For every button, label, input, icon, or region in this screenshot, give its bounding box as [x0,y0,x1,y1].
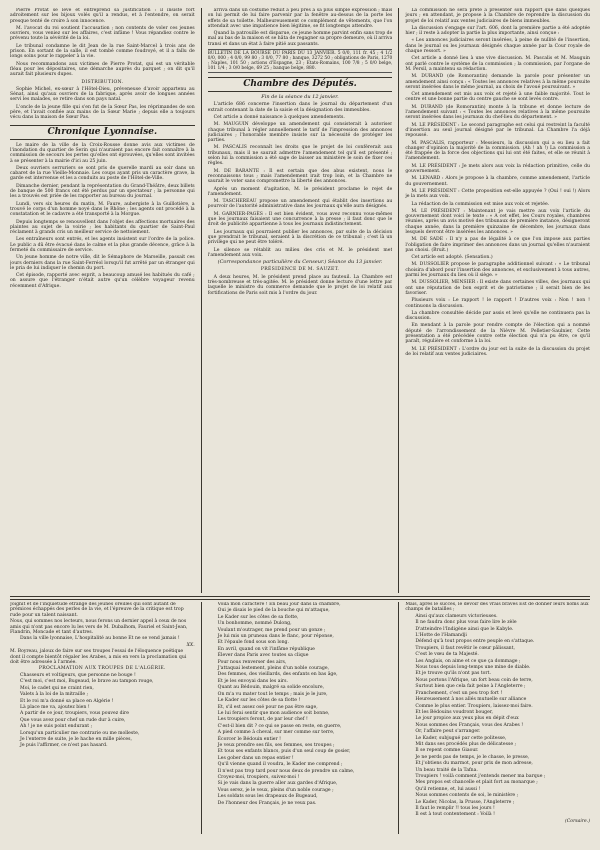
paragraph: Mais, après le succès, le devoir des vrais braves Est de donner leurs noms aux champs de batailles ; [405,602,589,613]
verse-line: L'Hotte de l'Hamandji [415,633,467,639]
verse-line: Troupiers, il faut revêtir le cœur pâlissant, [415,645,515,651]
verse-line: Le Kader sur les côtes de sa flotte ! [217,698,301,704]
paragraph: M. LE PRÉSIDENT : L'ordre du jour est la suite de la discussion du projet de loi relatif aux ventes judiciaires. [405,346,591,357]
paragraph: Nous, qui sommes nos lecteurs, nous ferons un dernier appel à ceux de nos amis qui n'ont pas encore lu les vers de M. Dubalhom, Fauriel et Saint-Jean, Flandrin, Moncade et tant d'autres. [10,619,188,636]
paragraph: Cet article a donné lieu à une vive discussion. M. Pascalis et M. Mauguin ont parlé contre le système de la commission ; la commission, par l'organe de M. Persil, a maintenu sa rédaction. [405,56,591,72]
paragraph: M. LENARD : Alors je propose à la chambre, comme amendement, l'article du gouvernement. [405,176,591,187]
verse-line: Ah ! je ne suis point endurant ; [20,724,93,730]
paragraph: Dimanche dernier, pendant la représentation du Grand-Théâtre, deux billets de banque de 500 francs ont été perdus par un spectateur ; la personne qui les a trouvés est priée de les rapporter au bureau du journal. [10,183,195,200]
verse-line: Oui je disais le pied de la bouche qui m'attaque, [217,608,330,614]
section-heading: DISTRIBUTION. [81,79,124,85]
column-1 [10,8,195,593]
verse-line: Nous sommes contents de soi, le ministère ; [415,793,519,799]
verse-line: Le Kader sur les côtes de sa flotte, [217,614,299,620]
paragraph: Joignit et de l'inquiétude étrange des jeunes oreilles qui sont autant de prémices échappés des perles de la vie, et l'épreuve de la critique est trop rude pour un talent naissant. [10,602,184,618]
verse-line: Je l'enterre de suite, je le hache en mille pièces, [20,736,132,742]
verse-line: Pour nous renverser des airs, [217,659,287,665]
paragraph: M. DE BARANTE : Il est certain que des abus existent, nous le reconnaissons tous ; mais l'amendement irait trop loin, et la Chambre ne saurait le voter sans compromettre la liberté des annonces. [207,168,393,185]
paragraph: A deux heures, M. le président prend place au fauteuil. La Chambre est très-nombreuse et très-agitée. M. le président donne lecture d'une lettre par laquelle le ministre du commerce demande que le projet de loi relatif aux fortifications de Paris soit mis à l'ordre du jour. [207,274,393,296]
verse-line: A partir de ce jour, troupiers, vous pouvez dire [20,711,129,717]
verse-line: De l'honneur des Français, je ne veux pas. [217,800,317,806]
verse-line: Il se repent comme Giaour. [415,748,479,754]
paragraph: Le silence se rétablit au milieu des cris et M. le président met l'amendement aux voix. [207,247,393,258]
verse-line: Et l'épaule fond sous son long. [217,640,289,646]
paragraph: M. LE PRÉSIDENT : Maintenant je vais mettre aux voix l'article du gouvernement dont voici le texte : « A cet effet, les Cours royales, chambres réunies, après un avis motivé des tribunaux de première instance, désigneront chaque année, dans la première quinzaine de décembre, les journaux dans lesquels devront être insérées les annonces. » [405,208,591,235]
verse-line: Valets à la loi de la mitraille ; [20,692,89,698]
verse-line: Franchement, c'est un peu trop fort ! [415,690,503,696]
verse-line: D'atteindre l'Indigène ainsi que le Kabyle. [415,626,514,632]
verse-line: Je veux prendre ses fils, ses femmes, ses troupes ; [217,742,335,748]
verse-line: Mes propos est chancelle et plait fort au monarque ; [415,780,538,786]
column-rule [398,602,399,834]
feuilleton-column-1 [10,602,195,834]
paragraph: arriva dans un costume réduit à peu près à sa plus simple expression ; mais on lui permit de lui faire parvenir par la fenêtre au-dessus de la porte les effets de sa toilette. Malheureusement ce complément de vêtements, que l'on attendait avec une impatience bien légitime, se fit longtemps attendre. [207,8,393,29]
correspondence-subheading: (Correspondance particulière du Censeur.) Séance du 13 janvier. [217,259,383,266]
verse-line: C'est le vœu de ta Majesté. [415,652,479,658]
verse-line: Heureusement à nos allés mutuelle sur alliance [415,697,527,703]
verse-line: Et le roi m'a donné sa place en Algérie ! [20,698,114,704]
paragraph: Cet épisode, rapporté avec esprit, a beaucoup amusé les habitués du café ; on assure que l'étranger n'était autre qu'un célèbre voyageur revenu récemment d'Afrique. [10,273,195,289]
paragraph: Après un moment d'agitation, M. le président proclame le rejet de l'amendement. [207,186,393,197]
paragraph: L'article 686 concerne l'insertion dans le journal du département d'un extrait contenant la date de la saisie et la désignation des immeubles. [207,102,393,113]
verse-line: C'est moi, c'est moi, Bugeaud, le brave au tampon rouge, [20,679,154,685]
verse-line: Et, s'il est assez osé pour ne pas être sage, [217,704,318,710]
paragraph: Cet amendement est mis aux voix et rejeté à une faible majorité. Tout le centre et une bonne partie du centre gauche se sont levés contre. [405,92,591,103]
verse-line: Et je les envoyai dans les airs. [217,678,288,684]
verse-line: Nous portons l'Afrique, un fort beau coin de terre, [415,677,533,683]
paragraph: La chambre consultée décide par assis et levé qu'elle ne continuera pas la discussion. [405,310,591,322]
column-rule [398,8,399,593]
paragraph: La rédaction de la commission est mise aux voix et rejetée. [411,201,550,207]
verse-line: Voilà mon caractère ! En beau jour dans la chambre, [217,602,341,607]
verse-line: Les gober dans un repas entier ! [217,755,294,761]
paragraph: M. TASCHEREAU propose un amendement qui établit des insertions au pourvoir de l'autorité administrative dans les journaux qu'elle aura désignés. [207,199,393,210]
chronicle-heading: Chronique Lyonnaise. [10,125,195,140]
paragraph: M. LE PRÉSIDENT : Cette proposition est-elle appuyée ? (Oui ! oui !) Alors je la mets aux voix. [405,188,591,200]
verse: Dans la ville lyonnaise, L'hospitalité au bonne Et ne se vend jamais ! [20,636,180,642]
feuilleton-column-2 [208,602,393,834]
verse-line: Le Kader, Nicolas, la Prusse, l'Angleterre ; [415,799,515,805]
stock-bulletin: BULLETIN DE LA BOURSE DU PARIS DU 13 JANVIER. 5 0/0, 111 fr. 45 ; 4 1/2 0/0, 000 ; 4 0/0, 99 80 ; 3 0/0, 77 80 ; banque, 3272 50 ; obligations de Paris, 1270 ; Naples, 101 50 ; actions d'Espagne, 23 ; Etats-Romains, 100 7/8 ; 5 0/0 belge, 101 1/4 ; 3 0/0 belge, 69 25 ; banque belge, 880. [207,51,393,72]
verse-line: Défend qu'à tout propos entre peuple en s'attaque. [415,639,535,645]
feuilleton-section [10,602,590,834]
verse-line: C'est-il bien dit ? ce qui se passe en reste, en guerre, [217,723,342,729]
verse-line: Les troupiers feront, de par leur chef ! [217,717,308,723]
verse-line: Mit dans ses procédés plus de délicatesse ; [415,741,517,747]
verse-line: Moi, le cadet qui ne craint rien, [20,685,94,691]
verse-line: Le jour propice aux yeux plus en dépit d'eux [415,716,519,722]
verse-line: Je puis l'affirmer, ce n'est pas hasard. [20,743,108,749]
verse-line: Qu'il retienne, et, lui aussi ! [415,786,481,792]
verse-line: Troupiers ! voilà comment j'entends mener ma barque ; [415,773,546,779]
paragraph: Le maire de la ville de la Croix-Rousse donne avis aux victimes de l'inondation du quartier de Serin qui n'auraient pas encore fait connaître à la commission de secours les pertes qu'elles ont éprouvées, qu'elles sont invitées à se présenter à la mairie d'ici au 25 juin. [10,142,195,164]
paragraph: Cet article a donné naissance à quelques amendements. [213,114,345,120]
column-3 [405,8,590,593]
paragraph: La commission ne sera prête à présenter son rapport que dans quelques jours ; en attendant, je propose à la Chambre de reprendre la discussion du projet de loi relatif aux ventes judiciaires de biens immeubles. [405,8,591,24]
verse-line: Il ne faudra donc plus vous faire lire le zèle [415,620,517,626]
paragraph: L'oncle de la jeune fille qui s'en fut de la Sœur Pas, les réprimandes de son père, et l'avait confiée aux mains de la Sœur Marie ; depuis elle a toujours vécu dans la maison de Sœur Pas. [10,104,195,121]
paragraph: Les journaux qui pourraient publier les annonces, par suite de la décision que prendrait le tribunal, seraient à la discrétion de ce tribunal ; c'est là un privilège qui ne peut être toléré. [207,229,393,246]
verse-line: Croyez-moi, troupiers, suivez-moi ! [217,774,300,780]
feuilleton-column-3 [405,602,590,834]
verse-line: Les soldats sous les drapeaux de Bugeaud, [217,794,318,800]
paragraph: M. GARNIER-PAGÈS : Il est bien évident, vous avez reconnu vous-mêmes que les journaux faisaient une concurrence à la presse ; il faut donc que le droit de publicité appartienne à tous les journaux indistinctement. [207,211,393,228]
verse-line: Écorcer le Bédouin entier ! [217,736,282,742]
presidency-heading: PRÉSIDENCE DE M. SAUZET. [260,267,340,273]
paragraph: Lundi, vers six heures du matin, M. Faure, aubergiste à la Guillotière, a trouvé le corps d'un homme noyé dans le Rhône ; les agents ont procédé à la constatation et le cadavre a été transporté à la Morgue. [10,201,195,218]
signature: (Corsaire.) [565,818,591,824]
paragraph: Sophie Michel, ex-sœur à l'Hôtel-Dieu, préveneuse d'avoir appartenu au Sénat, ainsi qu'aux ouvriers de la fabrique, après avoir de longues années servi les malades, se retire dans son pays natal. [10,86,195,103]
column-2 [208,8,393,593]
verse-line: Les Anglais, on aime et ce que ça dommage ; [415,658,521,664]
paragraph: M. DURAND (de Romorantin) demande la parole pour présenter un amendement ainsi conçu : « Toutes les annonces relatives à la même poursuite seront insérées dans le même journal, au choix de l'avoué poursuivant. » [405,74,591,90]
paragraph: M. DUSSOLIER propose le paragraphe additionnel suivant : « Le tribunal choisira d'abord pour l'insertion des annonces, et exclusivement à tous autres, parmi les journaux du lieu où il siège. » [405,262,591,279]
paragraph: M. DURAND (de Romorantin) monte à la tribune et donne lecture de l'amendement suivant : « Toutes les annonces relatives à la même poursuite seront insérées dans les journaux du chef-lieu du département. » [405,104,591,121]
verse-line: J'attaquai lestement, pleins d'un noble courage, [217,666,330,672]
paragraph: En mendant à la parole pour rendre compte de l'élection qui a nommé député de l'arrondissement de la Nièvre M. Pelletier-Saulnier, Cette présentation a été précédée contre cette élection qui n'a pu être, ce qu'il paraît, régulière et conforme à la loi. [405,323,591,345]
verse-line: Le Kader, subjugué par cette politesse, [415,735,507,741]
paragraph: Deux ouvriers serruriers se sont pris de querelle mardi au soir dans un cabaret de la rue Vieille-Monnaie. Les coups ayant pris un caractère grave, la garde est intervenue et les a conduits au poste de l'Hôtel-de-Ville. [10,165,195,182]
verse-line: Lorsqu'un particulier me contrarie ou me molleste, [20,730,140,736]
paragraph: Le tribunal condamne le dit Jean de la rue Saint-Marcel à trois ans de prison. En sortant de la salle, il est tombé comme foudroyé, et il a fallu de longs soins pour le rappeler à la vie. [10,43,195,60]
feuilleton-divider [10,596,590,600]
verse-line: On m'a vu mater tout le temps ; mais je le jure, [217,691,328,697]
paragraph: M. MAUGUIN développe un amendement qui consisterait à autoriser chaque tribunal à régler annuellement le tarif de l'impression des annonces judiciaires ; l'honorable membre insiste sur la nécessité de protéger les parties. [207,122,393,144]
verse-line: Là place me va, ajoutez bien ! [20,704,90,710]
verse-line: Qu'il vienne quand il voudra, le Kader me comprend ; [217,762,343,768]
verse-line: Et je trouve qu'ils n'ont pas tort. [415,671,491,677]
verse-line: Il n'est pas trop tard pour nous deux de prendre un calme, [217,768,355,774]
paragraph: Nous recommandons aux victimes de Pierre Protat, qui est un véritable fléau pour les dépositaires, une démarche auprès du parquet ; on dit qu'il aurait fait plusieurs dupes. [10,61,195,78]
verse-line: Vous serez, je le veux, pleins d'un noble courage ; [217,787,334,793]
column-rule [201,8,202,593]
paragraph: M. PASCALIS reconnaît les droits que le projet de loi conférerait aux tribunaux, mais il ne saurait admettre l'amendement tel qu'il est présenté ; selon lui la commission a été sage de laisser au ministère le soin de fixer ces règles. [207,145,393,167]
paragraph: Pierre Protat se lève et entreprend sa justification : il insiste fort adroitement sur les bijoux volés qu'il a rendus, et à l'entendre, on serait presque tenté de croire à son innocence. [10,8,195,24]
verse-line: Il faut le remplir !! tous les jours ! [415,806,495,811]
paragraph: Depuis longtemps se renouvellent dans l'objet des affections mortuaires des plaintes au sujet de la voirie ; les habitants du quartier de Saint-Paul réclament à grands cris un meilleur service de nettoiement. [10,219,195,236]
verse-line: Il est à tout contentement : Voilà ! [415,812,495,818]
verse-line: Un bonhomme, nommé Dulong, [217,621,292,627]
proclamation-title: PROCLAMATION AUX TROUPES DE L'ALGÉRIE. [38,666,166,672]
verse-line: A pied comme à cheval, sur mer comme sur terre, [217,730,335,736]
verse-line: Je ne perds pas de temps, je le chasse, le presse, [415,754,530,760]
signature: XX. [186,642,195,648]
verse-line: Comme le plus entier. Troupiers, laissez-moi faire. [415,703,533,709]
verse-line: Surtout bien que cela fait peine à l'Angleterre ; [415,684,526,690]
verse-line: Si je vais dans la guerre aller aux gardes d'Afrique, [217,781,338,787]
verse-line: Et j'obtiens du marmot, pour prix de mon adresse, [415,761,533,767]
paragraph: M. l'avocat du roi soutient l'accusation ; non contents de voler ces jeunes ouvriers, vous veniez sur les affaires, c'est infâme ! Vous répandiez contre le prévenu toute la sévérité de la loi. [10,25,195,42]
verse-line: Et tous ses enfants blancs, puis d'un seul coup de gosier, [217,749,351,755]
verse-line: Que vous avez pour chef un rude dur à cuire, [20,717,126,723]
verse-line: Je lui mis un pruneau dans le flanc, pour réponse, [217,634,334,640]
paragraph: La discussion s'engage sur l'art. 606, dont la première partie a été adoptée hier ; il reste à adopter la partie la plus importante, ainsi conçue : [405,25,591,37]
verse-line: Le lui ferai sentir que mon audience soit bonne, [217,710,330,716]
paragraph: M. LE PRÉSIDENT : Je mets alors aux voix la rédaction primitive, celle du gouvernement. [405,163,591,175]
verse-line: Voulant m'outrager, me prend pour un gonze ; [217,627,326,633]
paragraph: M. DUSSOLIER, MENSIER : Il existe dans certaines villes, des journaux qui ont une réputation de bon esprit et de patriotisme ; il serait bien de les favoriser. [405,280,591,296]
verse-line: Un beau traité de la Tafna. [415,767,478,773]
verse-line: Et les Bédouins voudront bouger, [415,709,493,715]
verse-line: Nous sommes des Français, vous des Arabes ! [415,722,524,728]
verse-line: En avril, quand on vit l'infâme république [217,646,315,652]
paragraph: Plusieurs voix : Le rapport ! le rapport ! D'autres voix : Non ! non ! continuons la discussion. [405,298,591,309]
paragraph: M. Boyreau, jaloux de faire sur ses troupes l'essai de l'éloquence poétique dont il compte bientôt régaler les Arabes, a mis en vers la proclamation qui doit être adressée à l'armée. [10,649,187,666]
paragraph: « Les annonces judiciaires seront insérées, à peine de nullité de l'insertion, dans le journal ou les journaux désignés chaque année par la Cour royale de chaque ressort. » [405,38,591,55]
newspaper-page [10,8,590,834]
paragraph: Les entraîneurs sont entrés, et les agents insistent sur l'ordre de la police. Le public a dû être évacué dans le calme et la plus grande décence, grâce à la fermeté du commissaire de service. [10,237,195,253]
upper-columns [10,8,590,593]
verse-line: Quant au Bédouin, malgré sa solide encolure, [217,685,325,691]
paragraph: M. PASCALIS, rapporteur : Messieurs, la discussion qui a eu lieu a fait changer d'opinion la majorité de la commission. (Ah ! ah !) La commission a été frappée de la force des objections qui lui ont été faites, et elle se réunit à l'amendement. [405,140,591,162]
verse-line: Élever dans Paris avec toutes sa clique [217,653,309,659]
paragraph: Un jeune homme de notre ville, dit le Sémaphore de Marseille, passait ces jours derniers dans la rue Saint-Ferréol lorsqu'il fut arrêté par un étranger qui le pria de lui indiquer le chemin du port. [10,255,195,271]
verse-line: Nous tous depuis long-temps une mine de diable. [415,665,531,671]
verse-line: Or, l'affaire peut s'arranger. [415,729,481,735]
verse-line: Ainsi qu'aux clameurs victorieuses. [415,613,498,619]
paragraph: M. DE SADE : Il n'y a pas de légalité à ce que l'on impose aux parties l'obligation de faire imprimer des annonces dans un journal qu'elles n'auraient pas choisi. (Bruit.) [405,237,591,253]
column-rule [201,602,202,834]
chambre-heading: Chambre des Députés. [208,77,393,92]
paragraph: Quand la patrouille est disparue, ce jeune homme parvint enfin sans trop de mal au bas de la maison et se hâta de regagner sa propre demeure, où il arriva transi et dans un état à faire pitié aux passants. [207,31,393,47]
session-subheading: Fin de la séance du 12 janvier. [261,94,339,101]
paragraph: Cet article est adopté. (Sensation.) [411,255,493,261]
paragraph: M. LE PRÉSIDENT : Le second paragraphe est celui qui restreint la faculté d'insertion au seul journal désigné par le tribunal. La Chambre l'a déjà repoussé. [405,122,591,139]
verse-line: Chasseurs et voltigeurs, que personne ne bouge ! [20,672,136,678]
verse-line: Des femmes, des vieillards, des enfants en bas âge, [217,672,338,678]
